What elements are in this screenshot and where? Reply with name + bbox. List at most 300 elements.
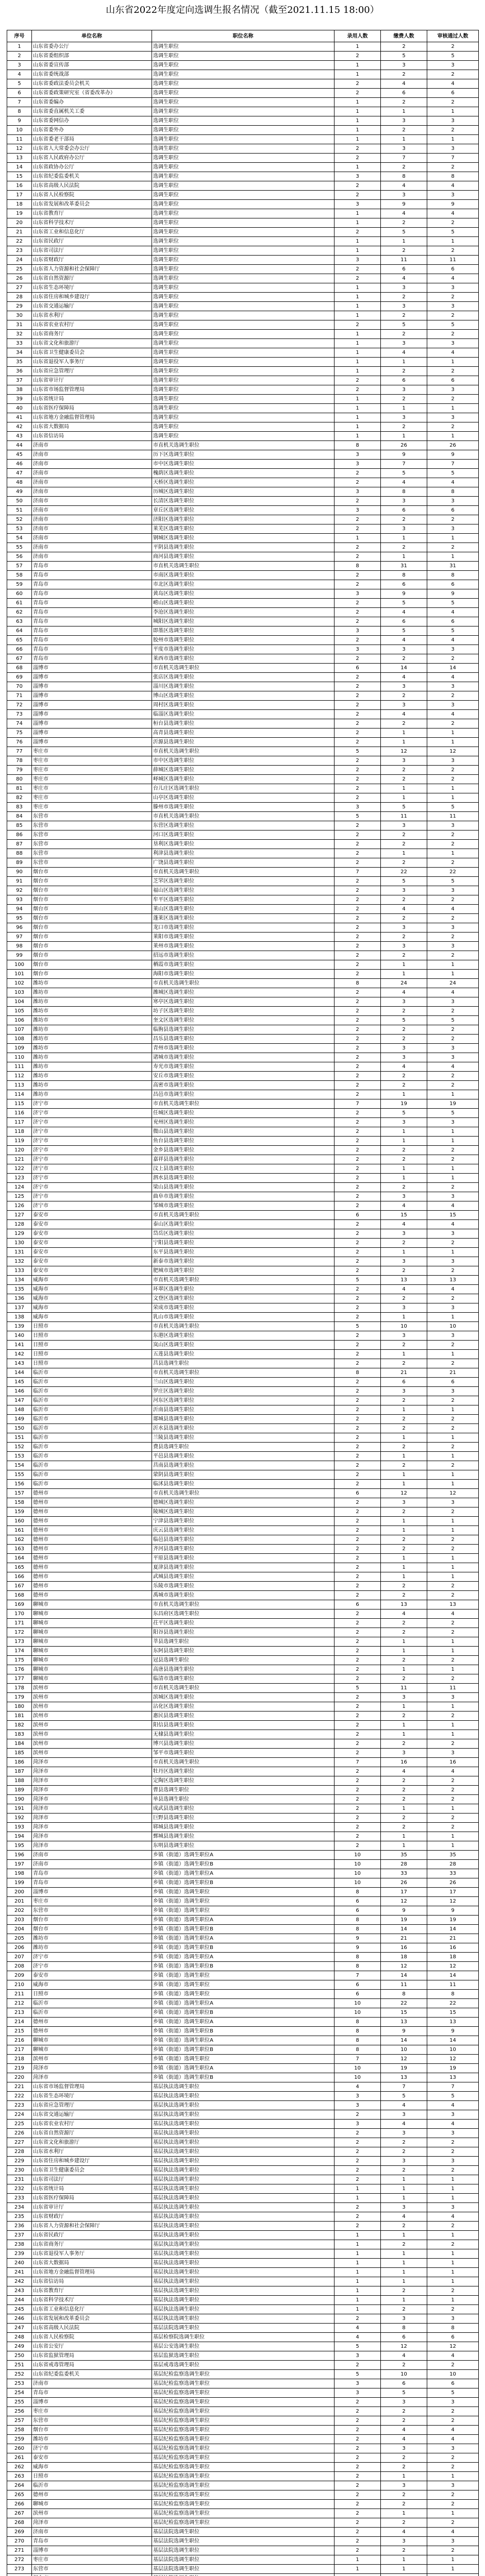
cell-unit: 济南市 [32,450,152,460]
cell-passed: 1 [427,1841,479,1851]
cell-post: 基层执法选调生职位 [152,2120,335,2129]
cell-paid: 12 [381,747,427,756]
cell-planned: 2 [335,1387,381,1396]
cell-unit: 枣庄市 [32,793,152,803]
table-row [7,1276,479,1285]
cell-unit: 日照市 [32,1341,152,1350]
cell-unit: 济南市 [32,552,152,562]
cell-planned: 2 [335,1535,381,1545]
cell-planned: 9 [335,1934,381,1943]
cell-post: 安丘市选调生职位 [152,1072,335,1081]
cell-paid: 3 [381,1331,427,1341]
cell-index: 246 [7,2314,32,2324]
cell-passed: 1 [427,2509,479,2518]
cell-passed: 8 [427,571,479,580]
cell-unit: 聊城市 [32,2045,152,2055]
cell-paid: 3 [381,942,427,951]
cell-index: 113 [7,1081,32,1090]
cell-index: 83 [7,803,32,812]
cell-planned: 3 [335,803,381,812]
table-row [7,877,479,886]
cell-unit: 烟台市 [32,933,152,942]
cell-planned: 3 [335,506,381,515]
cell-index: 161 [7,1526,32,1535]
cell-paid: 1 [381,970,427,979]
cell-passed: 2 [427,395,479,404]
cell-passed: 3 [427,144,479,154]
cell-planned: 1 [335,2249,381,2259]
table-row [7,1072,479,1081]
cell-planned: 2 [335,2546,381,2555]
cell-planned: 6 [335,664,381,673]
cell-index: 27 [7,283,32,293]
cell-index: 248 [7,2333,32,2342]
cell-paid: 6 [381,617,427,626]
cell-paid: 5 [381,2092,427,2101]
cell-passed: 31 [427,562,479,571]
cell-passed: 5 [427,2092,479,2101]
cell-passed: 2 [427,2166,479,2175]
table-row [7,2490,479,2500]
cell-paid: 3 [381,1257,427,1266]
cell-unit: 德州市 [32,1572,152,1582]
cell-paid: 3 [381,413,427,422]
cell-index: 108 [7,1035,32,1044]
cell-post: 莱阳市选调生职位 [152,933,335,942]
cell-planned: 2 [335,274,381,283]
table-row [7,552,479,562]
cell-passed: 2 [427,895,479,905]
table-row [7,1925,479,1934]
cell-paid: 1 [381,2296,427,2305]
cell-passed: 1 [427,1090,479,1099]
table-row [7,2537,479,2546]
cell-post: 沂南县选调生职位 [152,1405,335,1415]
cell-unit: 聊城市 [32,1600,152,1609]
cell-paid: 3 [381,191,427,200]
cell-index: 218 [7,2055,32,2064]
cell-index: 249 [7,2342,32,2351]
cell-index: 195 [7,1841,32,1851]
cell-passed: 14 [427,664,479,673]
cell-post: 博山区选调生职位 [152,691,335,701]
cell-index: 101 [7,970,32,979]
cell-post: 选调生职位 [152,311,335,320]
cell-planned: 1 [335,42,381,52]
cell-unit: 烟台市 [32,914,152,923]
cell-planned: 1 [335,107,381,116]
cell-unit: 聊城市 [32,2500,152,2509]
cell-post: 选调生职位 [152,358,335,367]
cell-passed: 3 [427,1693,479,1702]
cell-post: 乡镇（街道）选调生职位B [152,1860,335,1869]
cell-passed: 2 [427,1619,479,1628]
cell-planned: 8 [335,2036,381,2045]
cell-post: 河东区选调生职位 [152,1396,335,1405]
cell-planned: 1 [335,283,381,293]
cell-unit: 东营市 [32,821,152,831]
cell-passed: 1 [427,1470,479,1480]
cell-post: 市直机关选调生职位 [152,1600,335,1609]
cell-index: 216 [7,2036,32,2045]
cell-paid: 4 [381,1220,427,1229]
cell-planned: 3 [335,2101,381,2110]
cell-post: 基层执法选调生职位 [152,2249,335,2259]
cell-passed: 9 [427,450,479,460]
cell-post: 邹平市选调生职位 [152,1749,335,1758]
cell-planned: 2 [335,1127,381,1137]
cell-passed: 3 [427,339,479,348]
cell-planned: 10 [335,2008,381,2018]
cell-index: 260 [7,2444,32,2453]
cell-unit: 潍坊市 [32,1072,152,1081]
cell-paid: 4 [381,1767,427,1776]
cell-unit: 威海市 [32,1303,152,1313]
cell-planned: 2 [335,719,381,728]
table-row [7,1526,479,1535]
table-row [7,135,479,144]
cell-unit: 山东省农业农村厅 [32,2120,152,2129]
header-unit: 单位名称 [32,30,152,42]
cell-index: 62 [7,608,32,617]
cell-post: 选调生职位 [152,98,335,107]
cell-index: 190 [7,1795,32,1804]
cell-post: 东营区选调生职位 [152,821,335,831]
cell-post: 乡镇（街道）选调生职位 [152,2055,335,2064]
table-row [7,228,479,237]
cell-index: 266 [7,2500,32,2509]
cell-unit: 滨州市 [32,1739,152,1749]
cell-passed: 2 [427,1146,479,1155]
cell-passed: 3 [427,2129,479,2138]
cell-passed: 12 [427,1489,479,1498]
cell-unit: 滨州市 [32,1693,152,1702]
cell-planned: 2 [335,1545,381,1554]
cell-post: 陵城区选调生职位 [152,1507,335,1517]
cell-passed: 1 [427,552,479,562]
cell-paid: 15 [381,2008,427,2018]
cell-unit: 济宁市 [32,1192,152,1201]
cell-planned: 4 [335,2324,381,2333]
cell-planned: 2 [335,1795,381,1804]
table-row [7,599,479,608]
cell-passed: 1 [427,2194,479,2203]
cell-planned: 2 [335,914,381,923]
cell-planned: 2 [335,617,381,626]
table-row [7,803,479,812]
cell-post: 市北区选调生职位 [152,580,335,589]
cell-paid: 2 [381,1711,427,1721]
cell-unit: 济宁市 [32,1164,152,1174]
table-row [7,2453,479,2463]
cell-post: 天桥区选调生职位 [152,478,335,487]
cell-index: 54 [7,534,32,543]
cell-paid: 4 [381,1062,427,1072]
cell-index: 202 [7,1906,32,1916]
cell-paid: 2 [381,2147,427,2157]
cell-planned: 2 [335,1201,381,1211]
cell-index: 264 [7,2481,32,2490]
cell-unit: 潍坊市 [32,1062,152,1072]
cell-post: 市中区选调生职位 [152,460,335,469]
cell-post: 山亭区选调生职位 [152,793,335,803]
cell-planned: 2 [335,1294,381,1303]
cell-passed: 1 [427,1665,479,1674]
cell-passed: 1 [427,1405,479,1415]
table-row [7,1183,479,1192]
cell-unit: 山东省委直属机关工委 [32,107,152,116]
cell-unit: 威海市 [32,1980,152,1990]
cell-paid: 2 [381,2286,427,2296]
table-row [7,2008,479,2018]
cell-index: 188 [7,1776,32,1786]
cell-post: 基层戒毒选调生职位 [152,2361,335,2370]
cell-paid: 5 [381,599,427,608]
cell-paid: 9 [381,200,427,209]
cell-passed: 5 [427,803,479,812]
cell-passed: 3 [427,923,479,933]
table-row [7,2194,479,2203]
cell-post: 市直机关选调生职位 [152,1368,335,1378]
cell-passed: 2 [427,1674,479,1684]
table-row [7,2138,479,2147]
table-row [7,1600,479,1609]
table-row [7,1814,479,1823]
cell-planned: 2 [335,2435,381,2444]
cell-passed: 2 [427,1535,479,1545]
cell-paid: 14 [381,1971,427,1980]
cell-planned: 2 [335,181,381,191]
cell-planned: 2 [335,840,381,849]
cell-post: 罗庄区选调生职位 [152,1387,335,1396]
cell-index: 63 [7,617,32,626]
cell-post: 梁山县选调生职位 [152,1183,335,1192]
table-row [7,1470,479,1480]
table-row [7,2166,479,2175]
cell-post: 基层纪检监察选调生职位 [152,2426,335,2435]
cell-planned: 1 [335,2240,381,2249]
cell-planned: 2 [335,1461,381,1470]
cell-passed: 14 [427,1925,479,1934]
cell-post: 博兴县选调生职位 [152,1739,335,1749]
cell-paid: 1 [381,1804,427,1814]
table-row [7,1878,479,1888]
cell-passed: 9 [427,2027,479,2036]
cell-unit: 山东省卫生健康委员会 [32,2166,152,2175]
cell-paid: 31 [381,562,427,571]
cell-unit: 山东省卫生健康委员会 [32,348,152,358]
cell-passed: 11 [427,256,479,265]
cell-paid: 2 [381,515,427,524]
cell-planned: 2 [335,1331,381,1341]
table-row [7,2184,479,2194]
cell-index: 170 [7,1609,32,1619]
table-row [7,756,479,766]
cell-post: 泰山区选调生职位 [152,1220,335,1229]
cell-planned: 2 [335,1053,381,1062]
table-row [7,1637,479,1647]
cell-planned: 2 [335,1378,381,1387]
cell-unit: 滨州市 [32,1749,152,1758]
cell-planned: 2 [335,2314,381,2324]
table-row [7,339,479,348]
cell-unit: 山东省委编办 [32,98,152,107]
cell-unit: 济宁市 [32,1201,152,1211]
cell-post: 基层执法选调生职位 [152,2203,335,2212]
cell-paid: 4 [381,988,427,997]
cell-planned: 2 [335,923,381,933]
table-row [7,487,479,497]
cell-unit: 青岛市 [32,636,152,645]
table-row [7,524,479,534]
cell-unit: 泰安市 [32,1971,152,1980]
cell-unit: 济宁市 [32,1174,152,1183]
cell-index: 198 [7,1869,32,1878]
cell-passed: 3 [427,645,479,654]
table-row [7,719,479,728]
table-row [7,664,479,673]
cell-index: 254 [7,2388,32,2398]
table-row [7,793,479,803]
cell-index: 176 [7,1665,32,1674]
cell-index: 81 [7,784,32,793]
cell-post: 沂水县选调生职位 [152,1424,335,1433]
cell-planned: 1 [335,2268,381,2277]
cell-index: 129 [7,1229,32,1239]
cell-passed: 1 [427,135,479,144]
cell-passed: 1 [427,1452,479,1461]
cell-planned: 6 [335,1600,381,1609]
cell-post: 选调生职位 [152,330,335,339]
cell-post: 临邑县选调生职位 [152,1535,335,1545]
cell-unit: 山东省委老干部局 [32,135,152,144]
cell-planned: 3 [335,2379,381,2388]
cell-paid: 1 [381,1452,427,1461]
cell-post: 乡镇（街道）选调生职位B [152,2008,335,2018]
cell-post: 城阳区选调生职位 [152,617,335,626]
cell-unit: 菏泽市 [32,2064,152,2073]
cell-planned: 2 [335,1433,381,1443]
cell-post: 微山县选调生职位 [152,1127,335,1137]
table-row [7,933,479,942]
cell-planned: 2 [335,1609,381,1619]
table-row [7,2509,479,2518]
cell-unit: 淄博市 [32,738,152,747]
cell-paid: 1 [381,1248,427,1257]
cell-planned: 2 [335,1470,381,1480]
cell-planned: 2 [335,265,381,274]
cell-paid: 1 [381,2555,427,2565]
cell-passed: 2 [427,951,479,960]
cell-unit: 青岛市 [32,645,152,654]
cell-passed: 2 [427,766,479,775]
cell-index: 177 [7,1674,32,1684]
cell-planned: 7 [335,2055,381,2064]
cell-paid: 2 [381,1786,427,1795]
cell-unit: 淄博市 [32,682,152,691]
table-row [7,1396,479,1405]
cell-unit: 滨州市 [32,1711,152,1721]
cell-planned: 2 [335,636,381,645]
cell-index: 211 [7,1990,32,1999]
cell-unit: 青岛市 [32,589,152,599]
cell-passed: 6 [427,89,479,98]
table-row [7,283,479,293]
cell-passed: 6 [427,2379,479,2388]
table-row [7,2305,479,2314]
cell-passed: 15 [427,1211,479,1220]
table-row [7,1359,479,1368]
cell-post: 基层纪检监察选调生职位 [152,2472,335,2481]
table-row [7,311,479,320]
cell-index: 17 [7,191,32,200]
table-row [7,376,479,385]
cell-post: 基层执法选调生职位 [152,2138,335,2147]
cell-planned: 1 [335,2259,381,2268]
cell-planned: 5 [335,1322,381,1331]
cell-unit: 山东省水利厅 [32,2147,152,2157]
cell-unit: 济南市 [32,1860,152,1869]
cell-planned: 2 [335,1248,381,1257]
cell-unit: 山东省科学技术厅 [32,2296,152,2305]
cell-index: 8 [7,107,32,116]
cell-index: 152 [7,1443,32,1452]
cell-passed: 1 [427,1248,479,1257]
cell-index: 173 [7,1637,32,1647]
cell-passed: 28 [427,1860,479,1869]
cell-paid: 3 [381,701,427,710]
cell-planned: 1 [335,432,381,441]
cell-paid: 6 [381,376,427,385]
cell-post: 诸城市选调生职位 [152,1053,335,1062]
table-row [7,2407,479,2416]
cell-unit: 山东省人民政府办公厅 [32,154,152,163]
table-row [7,608,479,617]
cell-planned: 2 [335,571,381,580]
cell-passed: 2 [427,1415,479,1424]
table-row [7,320,479,330]
cell-paid: 2 [381,1545,427,1554]
cell-paid: 9 [381,450,427,460]
table-row [7,1322,479,1331]
table-row [7,2045,479,2055]
cell-planned: 5 [335,2342,381,2351]
cell-unit: 烟台市 [32,923,152,933]
table-row [7,2351,479,2361]
cell-post: 蓬莱区选调生职位 [152,914,335,923]
cell-post: 长清区选调生职位 [152,497,335,506]
cell-passed: 2 [427,1507,479,1517]
cell-index: 69 [7,673,32,682]
cell-post: 基层执法选调生职位 [152,2231,335,2240]
cell-planned: 9 [335,1943,381,1953]
cell-planned: 2 [335,654,381,664]
cell-passed: 2 [427,1823,479,1832]
cell-paid: 2 [381,1424,427,1433]
cell-planned: 2 [335,2166,381,2175]
table-row [7,237,479,246]
cell-passed: 2 [427,831,479,840]
cell-planned: 1 [335,61,381,70]
cell-unit: 山东省司法厅 [32,2175,152,2184]
cell-post: 汶上县选调生职位 [152,1164,335,1174]
table-row [7,2296,479,2305]
cell-passed: 4 [427,673,479,682]
cell-paid: 1 [381,1637,427,1647]
cell-unit: 泰安市 [32,1239,152,1248]
cell-unit: 烟台市 [32,895,152,905]
cell-planned: 8 [335,1368,381,1378]
